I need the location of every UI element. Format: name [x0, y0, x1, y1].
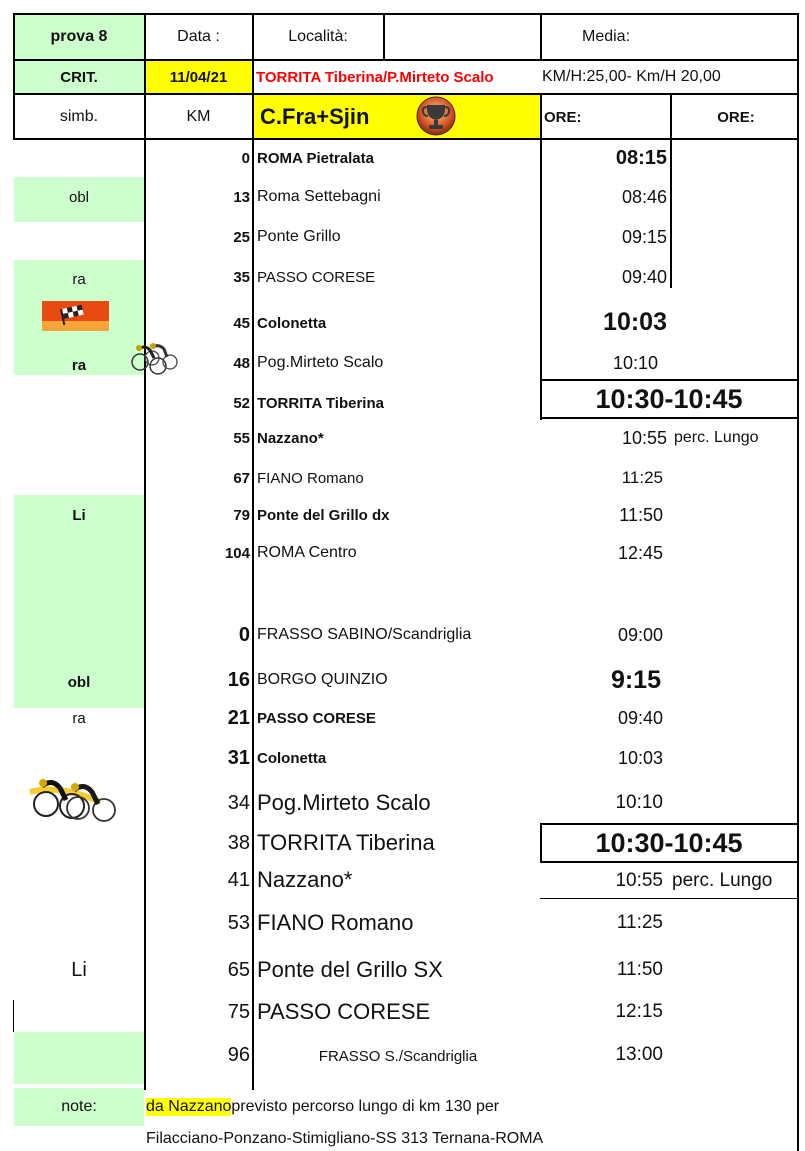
speeds-text: KM/H:25,00- Km/H 20,00	[542, 68, 721, 85]
km-79: 79	[233, 506, 250, 524]
simb-bg-4	[14, 1032, 144, 1084]
localita-label: Località:	[288, 28, 348, 45]
time-0915: 09:15	[621, 226, 667, 247]
km2-96: 96	[227, 1043, 250, 1066]
simb-li-2: Li	[71, 958, 87, 981]
time2-1030-1045: 10:30-10:45	[595, 827, 743, 858]
km-35: 35	[233, 268, 250, 286]
col-line-time-2	[670, 140, 672, 288]
simb-header: simb.	[59, 108, 99, 125]
place-fiano: FIANO Romano	[257, 469, 364, 487]
km-48: 48	[233, 354, 250, 372]
time2-1215: 12:15	[615, 1001, 663, 1022]
time2-1125: 11:25	[616, 912, 663, 933]
notes-line-2: Filacciano-Ponzano-Stimigliano-SS 313 Ternana-ROMA	[146, 1129, 544, 1147]
place-passo-corese: PASSO CORESE	[257, 268, 376, 286]
notes-line-1-rest: previsto percorso lungo di km 130 per	[231, 1098, 500, 1115]
simb-obl-1: obl	[68, 188, 90, 206]
simb-obl-2: obl	[67, 673, 91, 691]
km2-21: 21	[227, 706, 250, 729]
date-value: 11/04/21	[145, 61, 252, 93]
km-67: 67	[233, 469, 250, 487]
place-pog-mirteto: Pog.Mirteto Scalo	[257, 354, 384, 371]
col-line-left-bottom	[13, 1000, 14, 1032]
place-roma-pietralata: ROMA Pietralata	[257, 150, 374, 167]
time-1055: 10:55	[621, 427, 667, 448]
prova-cell: prova 8	[14, 14, 144, 60]
km2-34: 34	[227, 791, 250, 814]
place2-passo-corese: PASSO CORESE	[257, 709, 376, 727]
header-borders	[0, 0, 805, 140]
notes-highlight: da Nazzano	[146, 1098, 232, 1115]
time2-1003: 10:03	[617, 747, 663, 768]
note-perc-lungo-1: perc. Lungo	[674, 429, 759, 446]
simb-li-1: Li	[72, 506, 86, 524]
time2-0940: 09:40	[617, 707, 663, 728]
place2-borgo-quinzio: BORGO QUINZIO	[257, 671, 388, 688]
time2-1300: 13:00	[615, 1044, 663, 1065]
km2-38: 38	[227, 831, 250, 854]
data-label: Data :	[177, 28, 220, 45]
time2-1150: 11:50	[616, 959, 663, 980]
time-0940: 09:40	[621, 266, 667, 287]
notes-label: note:	[61, 1098, 97, 1115]
time2-1055: 10:55	[615, 870, 663, 891]
checkered-flag-icon	[42, 301, 109, 331]
torrita-box-1	[540, 379, 799, 419]
simb-ra-3: ra	[72, 709, 86, 727]
km2-75: 75	[227, 1000, 250, 1023]
place2-frasso-s: FRASSO S./Scandriglia	[318, 1047, 478, 1065]
place2-passo-corese-2: PASSO CORESE	[257, 999, 431, 1024]
km2-53: 53	[227, 911, 250, 934]
place-ponte-del-grillo: Ponte del Grillo dx	[257, 506, 390, 524]
place2-pog-mirteto: Pog.Mirteto Scalo	[257, 790, 431, 815]
nazzano-underline	[540, 898, 799, 899]
col-line-right	[797, 140, 799, 1151]
notes-line-1	[146, 1088, 796, 1126]
col-line-place	[252, 140, 254, 1090]
time-1150: 11:50	[619, 504, 663, 525]
km-55: 55	[233, 429, 250, 447]
km-header: KM	[186, 108, 211, 125]
time-0846: 08:46	[621, 186, 667, 207]
route-title: TORRITA Tiberina/P.Mirteto Scalo	[256, 68, 494, 86]
place-nazzano: Nazzano*	[257, 429, 324, 447]
km2-16: 16	[227, 668, 250, 691]
crit-cell: CRIT.	[14, 61, 144, 93]
place-roma-centro: ROMA Centro	[257, 544, 357, 561]
simb-ra-1: ra	[72, 270, 86, 288]
time-1125: 11:25	[621, 468, 663, 487]
km-13: 13	[233, 188, 250, 206]
note-perc-lungo-2: perc. Lungo	[672, 870, 773, 891]
place2-frasso: FRASSO SABINO/Scandriglia	[257, 626, 472, 643]
ore-header-2: ORE:	[717, 108, 755, 126]
km-0: 0	[241, 150, 250, 167]
place-ponte-grillo: Ponte Grillo	[257, 228, 341, 245]
time-1003: 10:03	[603, 307, 667, 336]
time-0815: 08:15	[615, 147, 667, 169]
place2-nazzano: Nazzano*	[257, 867, 353, 892]
place2-fiano: FIANO Romano	[257, 910, 414, 935]
time2-915: 9:15	[610, 665, 661, 694]
km-45: 45	[233, 314, 250, 332]
place-roma-settebagni: Roma Settebagni	[257, 188, 381, 205]
time-1010: 10:10	[612, 352, 658, 373]
place-torrita: TORRITA Tiberina	[257, 394, 384, 412]
cyclists-group-icon	[28, 772, 123, 824]
group-name: C.Fra+Sjin	[254, 95, 540, 139]
ore-header-1: ORE:	[544, 108, 582, 126]
time-1030-1045: 10:30-10:45	[595, 383, 743, 414]
km-25: 25	[233, 228, 250, 246]
torrita-box-2	[540, 823, 799, 863]
media-label: Media:	[581, 28, 631, 45]
place2-colonetta: Colonetta	[257, 749, 327, 767]
km2-41: 41	[227, 868, 250, 891]
km2-31: 31	[227, 746, 250, 769]
time-1245: 12:45	[617, 542, 663, 563]
place2-torrita: TORRITA Tiberina	[257, 830, 435, 855]
place2-ponte-del-grillo: Ponte del Grillo SX	[257, 957, 443, 982]
time2-0900: 09:00	[617, 624, 663, 645]
km2-65: 65	[227, 958, 250, 981]
km-104: 104	[224, 544, 250, 562]
simb-ra-2: ra	[71, 356, 87, 374]
place-colonetta: Colonetta	[257, 314, 327, 332]
km2-0: 0	[238, 623, 250, 646]
time2-1010: 10:10	[615, 792, 663, 813]
km-52: 52	[233, 394, 250, 412]
